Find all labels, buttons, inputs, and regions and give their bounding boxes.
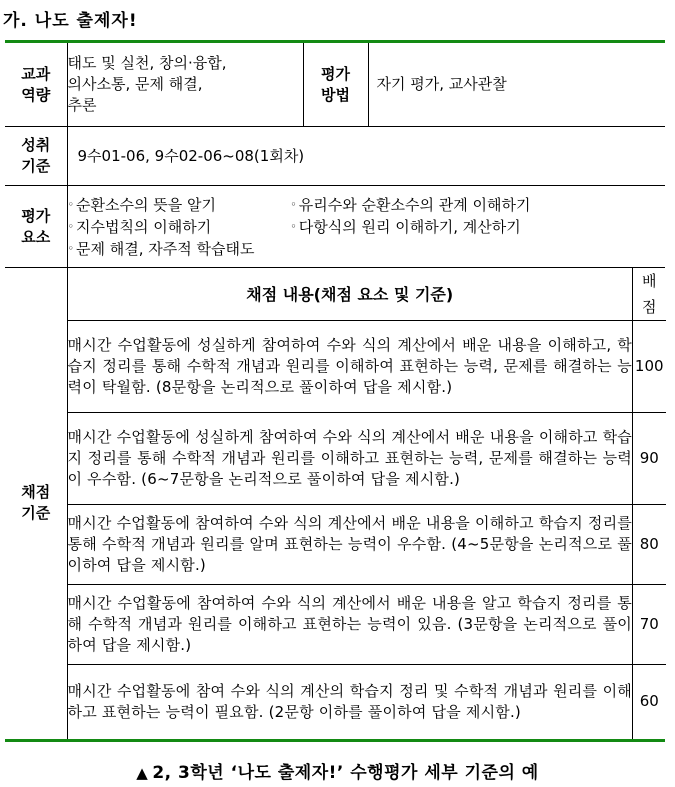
table-row — [68, 505, 666, 585]
scoring-label-line1: 채점 — [21, 483, 51, 502]
bullet-icon: ◦ — [290, 219, 297, 233]
element-item-text: 지수법칙의 이해하기 — [76, 217, 212, 236]
competency-value-line: 태도 및 실천, 창의·융합, — [67, 54, 227, 72]
scoring-label — [5, 268, 67, 741]
scoring-criteria-table — [68, 268, 666, 739]
table-row — [68, 665, 666, 739]
achievement-label-line2: 기준 — [21, 157, 51, 175]
points-header-line2: 점 — [642, 298, 657, 316]
method-label-line2: 방법 — [321, 85, 350, 104]
points-value: 90 — [633, 413, 666, 505]
caption-text: 2, 3학년 ‘나도 출제자!’ 수행평가 세부 기준의 예 — [152, 763, 539, 783]
element-item — [290, 194, 530, 216]
scoring-row — [5, 268, 665, 741]
element-item-text: 유리수와 순환소수의 관계 이해하기 — [298, 195, 531, 214]
competency-value-line: 추론 — [67, 96, 97, 114]
criteria-text: 매시간 수업활동에 참여하여 수와 식의 계산에서 배운 내용을 이해하고 학습지 정리를 통해 수학적 개념과 원리를 알며 표현하는 능력이 우수함. (4~5문항을 논리적으로 풀이하여 답을 제시함.) — [68, 505, 633, 585]
points-value: 80 — [633, 505, 666, 585]
triangle-marker-icon: ▲ — [136, 764, 149, 782]
elements-list — [67, 186, 665, 268]
bullet-icon: ◦ — [67, 241, 74, 255]
elements-label — [5, 186, 67, 268]
table-row — [68, 413, 666, 505]
points-header — [633, 268, 666, 321]
method-label-line1: 평가 — [321, 64, 350, 83]
achievement-label — [5, 127, 67, 186]
bullet-icon: ◦ — [67, 197, 74, 211]
assessment-table — [5, 40, 665, 742]
figure-caption — [0, 758, 675, 783]
achievement-label-line1: 성취 — [21, 136, 51, 154]
element-item — [68, 238, 255, 260]
bullet-icon: ◦ — [67, 219, 74, 233]
table-row — [68, 321, 666, 413]
method-value: 자기 평가, 교사관찰 — [368, 42, 665, 127]
element-item — [290, 216, 520, 238]
competency-value — [67, 42, 303, 127]
criteria-text: 매시간 수업활동에 성실하게 참여하여 수와 식의 계산에서 배운 내용을 이해하고 학습지 정리를 통해 수학적 개념과 원리를 이해하고 표현하는 능력, 문제를 해결하는 능력이 우수함. (6~7문항을 논리적으로 풀이하여 답을 제시함.) — [68, 413, 633, 505]
element-item-text: 문제 해결, 자주적 학습태도 — [76, 239, 255, 258]
competency-label — [5, 42, 67, 127]
scoring-content-header: 채점 내용(채점 요소 및 기준) — [68, 268, 633, 321]
criteria-text: 매시간 수업활동에 참여하여 수와 식의 계산에서 배운 내용을 알고 학습지 정리를 통해 수학적 개념과 원리를 이해하고 표현하는 능력이 있음. (3문항을 논리적으로 풀이하여 답을 제시함.) — [68, 585, 633, 665]
element-item — [68, 194, 286, 216]
achievement-value: 9수01-06, 9수02-06~08(1회차) — [67, 127, 665, 186]
scoring-header-row — [68, 268, 666, 321]
competency-label-line2: 역량 — [21, 85, 51, 104]
criteria-text: 매시간 수업활동에 참여 수와 식의 계산의 학습지 정리 및 수학적 개념과 원리를 이해하고 표현하는 능력이 필요함. (2문항 이하를 풀이하여 답을 제시함.) — [68, 665, 633, 739]
achievement-row — [5, 127, 665, 186]
points-value: 70 — [633, 585, 666, 665]
scoring-criteria-container — [67, 268, 665, 741]
points-value: 100 — [633, 321, 666, 413]
competency-value-line: 의사소통, 문제 해결, — [67, 75, 203, 93]
competency-label-line1: 교과 — [21, 64, 51, 83]
element-item — [68, 216, 286, 238]
points-value: 60 — [633, 665, 666, 739]
elements-row — [5, 186, 665, 268]
element-item-text: 다항식의 원리 이해하기, 계산하기 — [298, 217, 521, 236]
section-title: 가. 나도 출제자! — [3, 11, 138, 31]
elements-label-line1: 평가 — [21, 206, 51, 225]
element-item-text: 순환소수의 뜻을 알기 — [76, 195, 216, 214]
table-row — [68, 585, 666, 665]
bullet-icon: ◦ — [290, 197, 297, 211]
method-label — [303, 42, 368, 127]
elements-label-line2: 요소 — [21, 227, 51, 246]
competency-row — [5, 42, 665, 127]
scoring-label-line2: 기준 — [21, 504, 51, 523]
criteria-text: 매시간 수업활동에 성실하게 참여하여 수와 식의 계산에서 배운 내용을 이해하고, 학습지 정리를 통해 수학적 개념과 원리를 이해하여 표현하는 능력, 문제를 해결하는 능력이 탁월함. (8문항을 논리적으로 풀이하여 답을 제시함.) — [68, 321, 633, 413]
points-header-line1: 배 — [642, 272, 657, 290]
